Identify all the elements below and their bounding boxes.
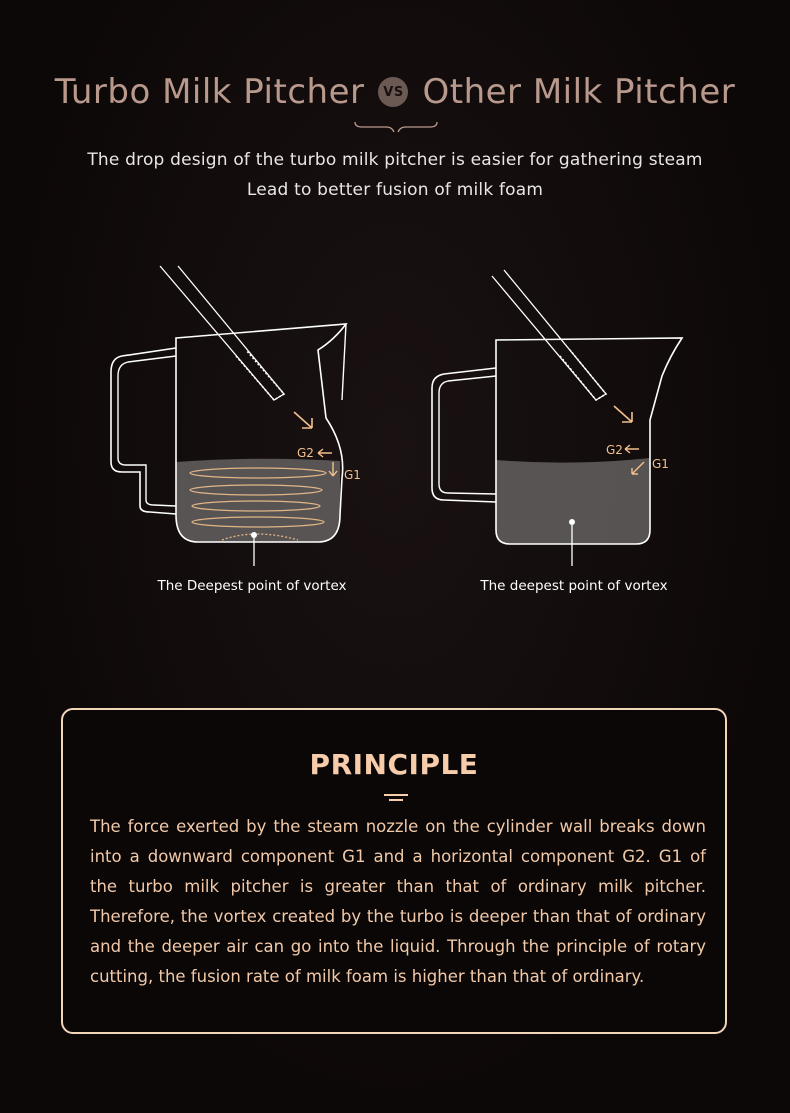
subtitle-line-2: Lead to better fusion of milk foam <box>246 180 544 200</box>
brace-decoration <box>354 120 438 134</box>
principle-title: PRINCIPLE <box>309 748 479 781</box>
title-turbo: Turbo Milk Pitcher <box>54 72 365 112</box>
title-other: Other Milk Pitcher <box>422 72 736 112</box>
turbo-vortex-caption: The Deepest point of vortex <box>157 578 347 594</box>
title-underline-small <box>389 799 403 801</box>
pitcher-comparison-diagram <box>0 255 790 575</box>
other-vortex-caption: The deepest point of vortex <box>480 578 668 594</box>
turbo-g2-label: G2 <box>297 446 314 460</box>
other-pitcher <box>432 270 682 566</box>
principle-card <box>61 708 727 1034</box>
subtitle-line-1: The drop design of the turbo milk pitcher is easier for gathering steam <box>87 150 703 170</box>
turbo-g1-label: G1 <box>344 468 361 482</box>
principle-body: The force exerted by the steam nozzle on the cylinder wall breaks down into a downward component G1 and a horizontal component G2. G1 of the turbo milk pitcher is greater than that of ordinary milk pitcher. Therefore, the vortex created by the turbo is deeper than that of ordinary and the deeper air can go into the liquid. Through the principle of rotary cutting, the fusion rate of milk foam is higher than that of ordinary. <box>90 817 706 986</box>
turbo-pitcher <box>111 266 361 566</box>
title-underline <box>384 794 408 796</box>
vs-badge: VS <box>378 77 408 107</box>
other-liquid <box>496 458 650 544</box>
other-g2-label: G2 <box>606 443 623 457</box>
other-g1-label: G1 <box>652 457 669 471</box>
comparison-title <box>0 72 790 112</box>
